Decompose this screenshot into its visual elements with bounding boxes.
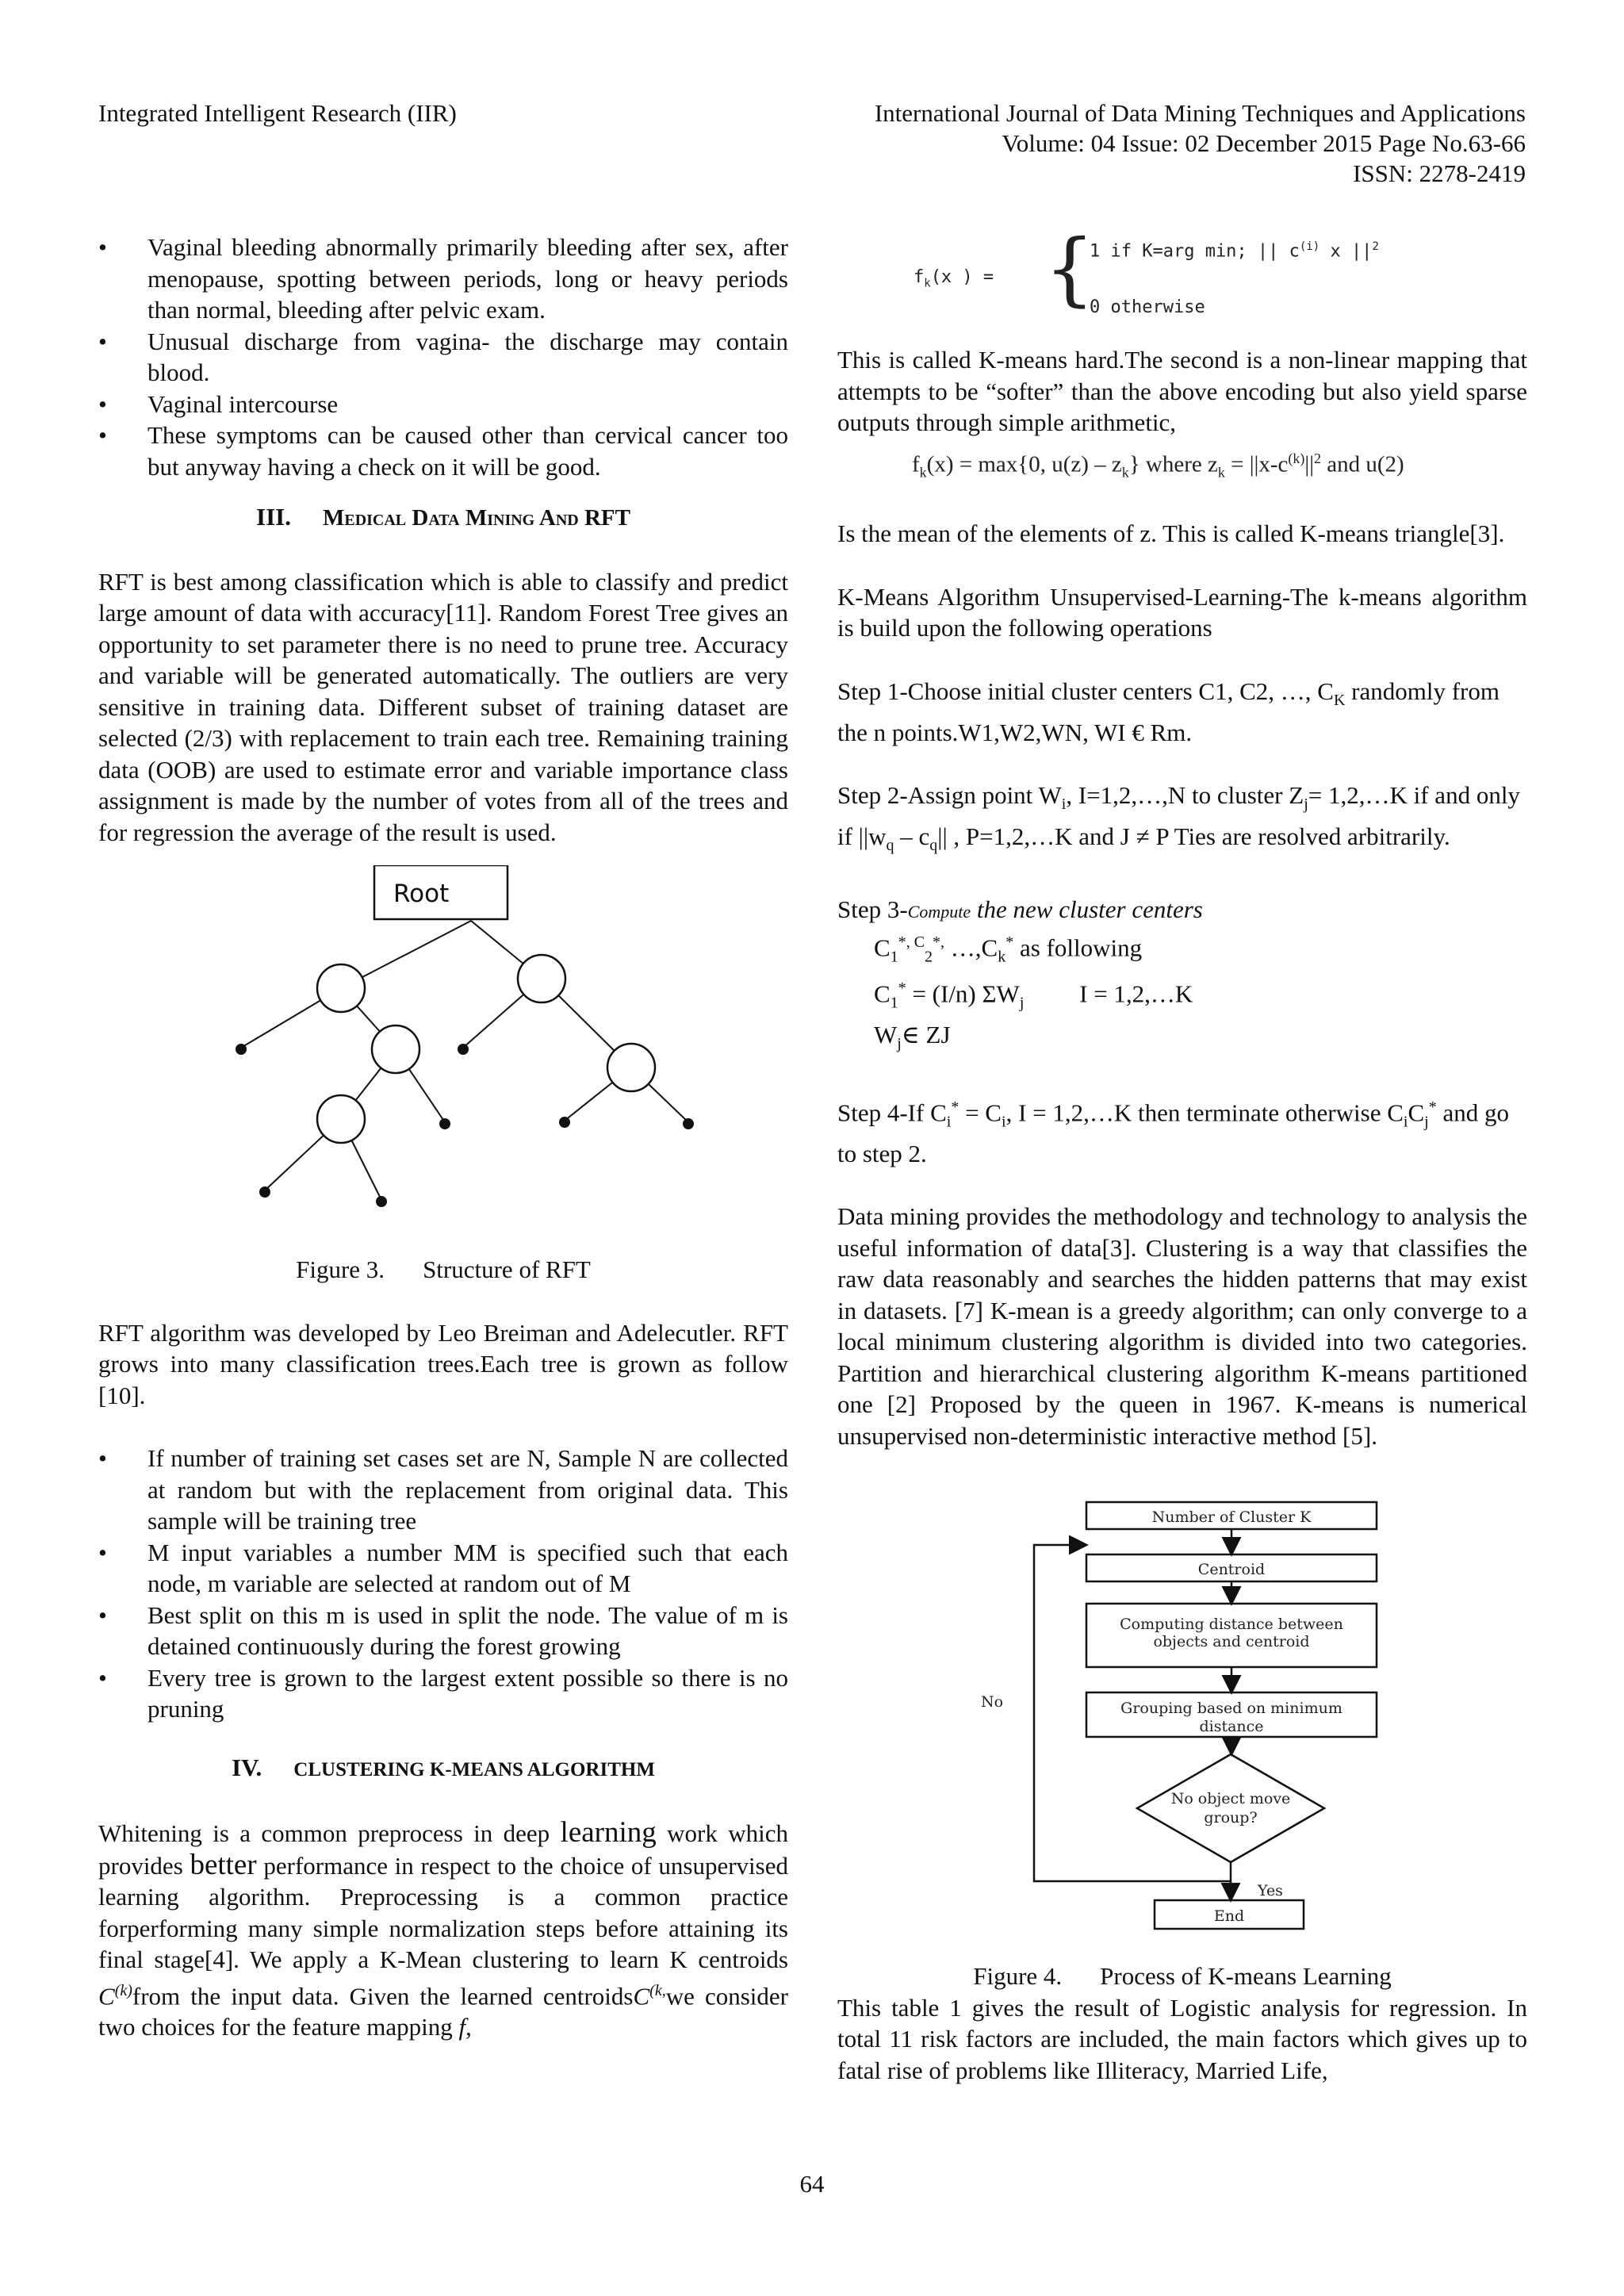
header-left: Integrated Intelligent Research (IIR) [98, 99, 457, 127]
step-3-line: $C_1^{*, C}_2^{*,}$ $\dots,C_k^*$ as following [874, 933, 1143, 966]
figure-3-caption [98, 1254, 788, 1286]
flow-text: Grouping based on minimum [1120, 1700, 1342, 1718]
brace-icon: { [1044, 222, 1095, 315]
list-item: • Every tree is grown to the largest extent possible so there is no pruning [98, 1662, 788, 1725]
tree-node [372, 1025, 419, 1073]
list-item: • These symptoms can be caused other than cervical cancer too but anyway having a check on it will be good. [98, 420, 788, 482]
step-3 [837, 894, 1527, 1060]
page-number: 64 [799, 2170, 825, 2198]
list-item: • Vaginal bleeding abnormally primarily bleeding after sex, after menopause, spotting between periods, long or heavy periods than normal, bleeding after pelvic exam. [98, 232, 788, 326]
step-4: Step 4-If $C_i^* = C_i$, I = 1,2,…K then terminate otherwise $C_iC_j^*$ and go to step 2. [837, 1098, 1509, 1167]
eq1-case2: 0 otherwise [1090, 297, 1205, 317]
eq1-lhs: $f_k(x$ ) = [914, 267, 994, 290]
list-item: • Best split on this m is used in split the node. The value of m is detained continuously during the forest growing [98, 1600, 788, 1662]
flow-text: Yes [1258, 1882, 1283, 1900]
figure-caption-text: Process of K-means Learning [1100, 1962, 1392, 1991]
leaf-node [683, 1118, 694, 1129]
paragraph-data-mining: Data mining provides the methodology and technology to analysis the useful information of data[3]. Clustering is a way that classifies the raw data reasonably and searches the hidden patterns that may exist in datasets. [7] K-mean is a greedy algorithm; can only converge to a local minimum clustering algorithm is divided into two categories. Partition and hierarchical clustering algorithm K-means partitioned one [2] Proposed by the queen in 1967. K-means is numerical unsupervised non-deterministic interactive method [5]. [837, 1202, 1527, 1450]
tree-node [317, 1095, 365, 1143]
tree-node [518, 955, 565, 1002]
flow-text: Centroid [1197, 1561, 1266, 1579]
leaf-node [376, 1196, 387, 1207]
leaf-node [236, 1044, 247, 1055]
flow-text: No [980, 1693, 1004, 1711]
equation-triangle: $f_k(x) = \max\{0$, $u(z) - z_k$} where $z_k = ||x-c^{(k)}||^2$ and u(2) [912, 450, 1404, 480]
left-column [98, 232, 788, 2043]
eq1-case1: 1 if K=arg min; || $c^{(i)}$ x $||^2$ [1090, 240, 1379, 262]
step-1: Step 1-Choose initial cluster centers C1, C2, …, $C_K$ randomly from the n points.W1,W2,WN, WI € Rm. [837, 677, 1500, 746]
flow-decision [1137, 1754, 1324, 1862]
figure-label: Figure 4. [973, 1962, 1063, 1991]
section-heading-4 [98, 1752, 788, 1786]
flow-text: objects and centroid [1153, 1633, 1310, 1651]
leaf-node [259, 1186, 270, 1198]
paragraph-whitening: Whitening is a common preprocess in deep learning work which provides better performance in respect to the choice of unsupervised learning algorithm. Preprocessing is a common practice forperforming many simple normalization steps before attaining its final stage[4]. We apply a K-Mean clustering to learn K centroids $C^{(k)}from$ the input data. Given the learned centroidsC$^{(k,}$we consider two choices for the feature mapping f, [98, 1816, 788, 2041]
paragraph-rft: RFT is best among classification which is able to classify and predict large amount of data with accuracy[11]. Random Forest Tree gives an opportunity to set parameter there is no need to prune tree. Accuracy and variable will be generated automatically. The outliers are very sensitive in training data. Different subset of training dataset are selected (2/3) with replacement to train each tree. Remaining training data (OOB) are used to estimate error and variable importance class assignment is made by the number of votes from all of the trees and for regression the average of the result is used. [98, 567, 788, 846]
figure-4-caption [837, 1961, 1527, 1992]
step-3-line: $C_1^* = (I/n)$ $\Sigma W_j$ I = 1,2,…K [874, 979, 1193, 1012]
section-title: Medical Data Mining And RFT [322, 505, 630, 531]
equation-hard [914, 222, 1527, 325]
list-item: • Unusual discharge from vagina- the discharge may contain blood. [98, 326, 788, 389]
leaf-node [458, 1044, 469, 1055]
symptom-list [98, 232, 788, 482]
leaf-node [439, 1118, 450, 1129]
header-right [875, 98, 1526, 189]
rft-tree-diagram [98, 865, 788, 1254]
section-number: III. [256, 503, 291, 531]
rft-steps-list [98, 1443, 788, 1725]
paragraph-table: This table 1 gives the result of Logistic analysis for regression. In total 11 risk factors are included, the main factors which gives up to fatal rise of problems like Illiteracy, Married Life, [837, 1993, 1527, 2084]
flow-text: group? [1204, 1809, 1258, 1827]
section-number: IV. [232, 1753, 262, 1781]
flow-text: End [1213, 1907, 1245, 1926]
figure-label: Figure 3. [296, 1255, 385, 1283]
tree-node [607, 1044, 655, 1091]
figure-4 [837, 1501, 1527, 1961]
journal-volume: Volume: 04 Issue: 02 December 2015 Page No.63-66 [1002, 129, 1526, 157]
root-label: Root [393, 880, 450, 908]
step-3-title: Step 3-Compute the new cluster centers [837, 895, 1203, 923]
flow-text: distance [1199, 1718, 1264, 1736]
journal-title: International Journal of Data Mining Techniques and Applications [874, 99, 1526, 127]
flow-text: Computing distance between [1120, 1616, 1343, 1634]
kmeans-flowchart [837, 1501, 1527, 1961]
figure-caption-text: Structure of RFT [423, 1255, 591, 1283]
list-item: • If number of training set cases set are N, Sample N are collected at random but with the replacement from original data. This sample will be training tree [98, 1443, 788, 1537]
leaf-node [559, 1117, 570, 1128]
flow-text: Number of Cluster K [1151, 1508, 1312, 1527]
paragraph-mean: Is the mean of the elements of z. This is called K-means triangle[3]. [837, 519, 1505, 548]
step-2: Step 2-Assign point $W_i$, I=1,2,…,N to cluster $Z_j=$ 1,2,…K if and only if $||w_q - c_q||$ , P=1,2,…K and J ≠ P Ties are resolved arbitrarily. [837, 781, 1520, 855]
step-3-line: $W_j\in$ ZJ [874, 1021, 951, 1053]
section-title: CLUSTERING K-MEANS ALGORITHM [293, 1758, 655, 1780]
paragraph-hard: This is called K-means hard.The second is a non-linear mapping that attempts to be “softer” than the above encoding but also yield sparse outputs through simple arithmetic, [837, 346, 1527, 436]
section-heading-3 [98, 501, 788, 535]
tree-node [317, 964, 365, 1012]
figure-3 [98, 865, 788, 1254]
right-column [837, 222, 1527, 2086]
flow-text: No object move [1170, 1790, 1291, 1808]
paragraph-algorithm: K-Means Algorithm Unsupervised-Learning-The k-means algorithm is build upon the following operations [837, 582, 1527, 642]
list-item: • Vaginal intercourse [98, 389, 788, 420]
list-item: • M input variables a number MM is specified such that each node, m variable are selected at random out of M [98, 1537, 788, 1600]
journal-issn: ISSN: 2278-2419 [1353, 159, 1526, 187]
paragraph-breiman: RFT algorithm was developed by Leo Breiman and Adelecutler. RFT grows into many classification trees.Each tree is grown as follow [10]. [98, 1318, 788, 1409]
